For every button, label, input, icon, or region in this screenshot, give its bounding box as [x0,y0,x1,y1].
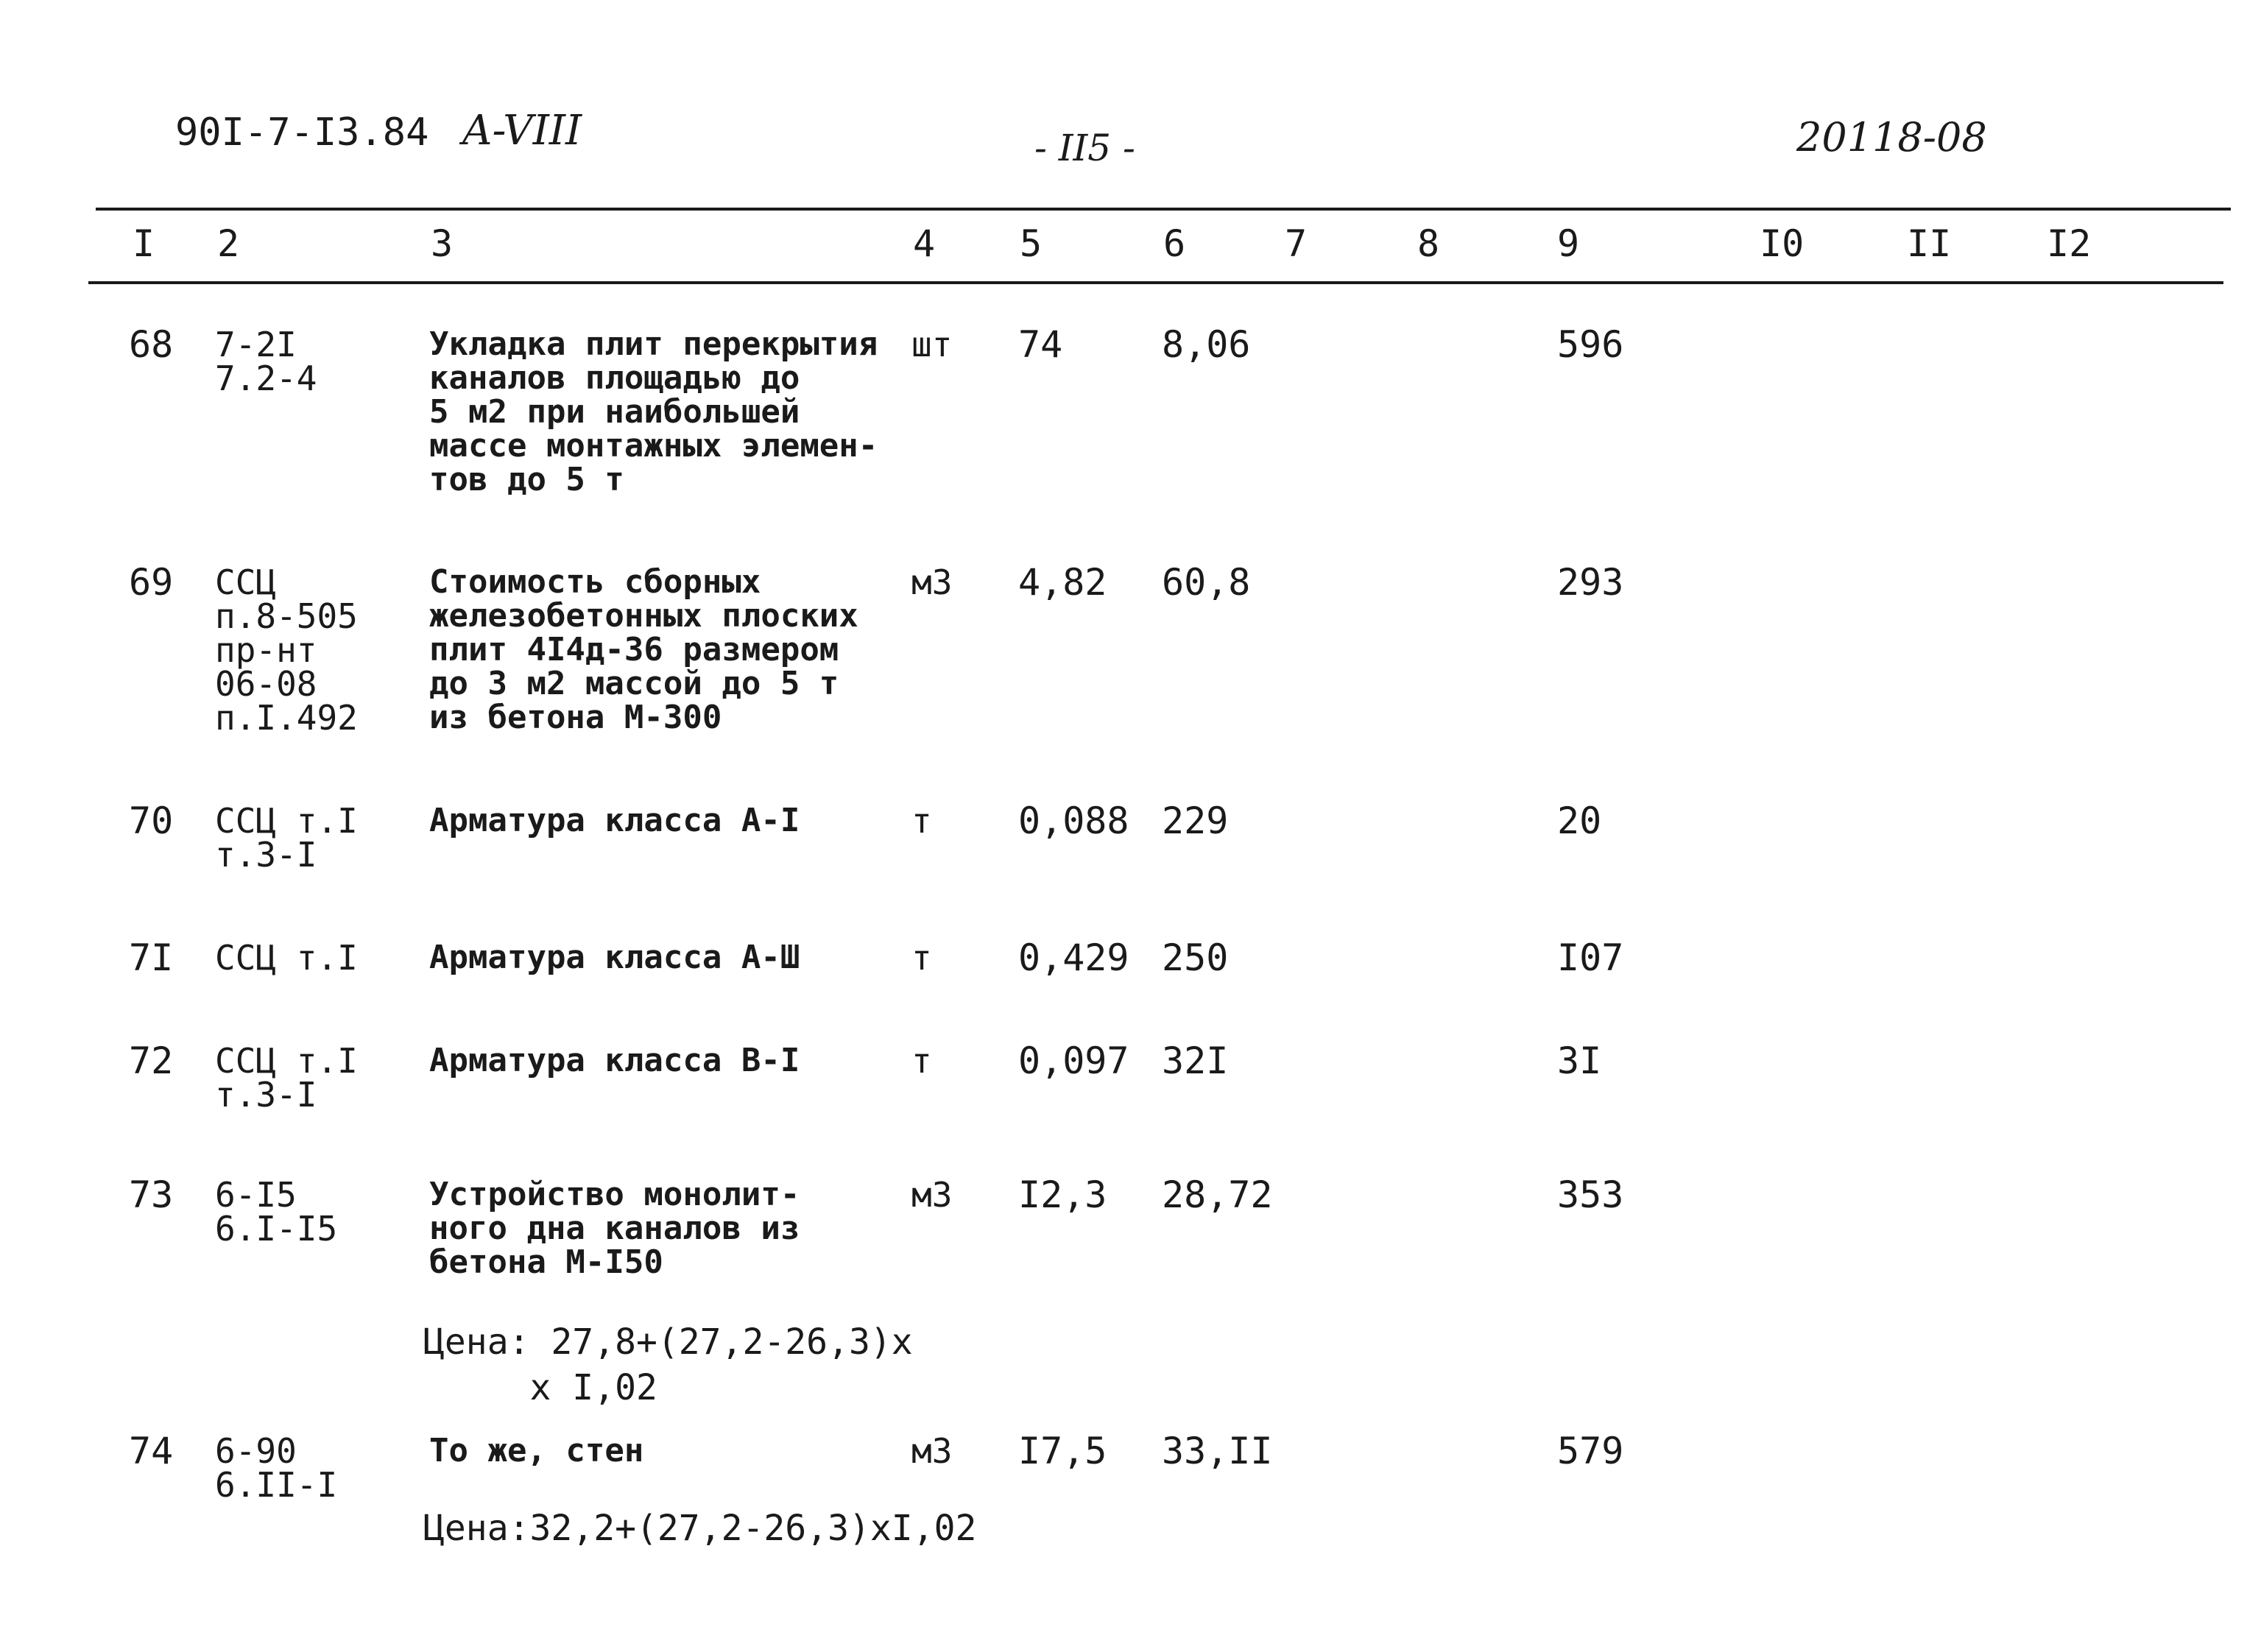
column-header-5: 5 [1020,222,1043,265]
row-quantity: 0,429 [1018,936,1129,979]
row-unit: т [911,1041,932,1081]
price-calculation-note: Цена:32,2+(27,2-26,3)хI,02 [423,1508,977,1549]
row-description: То же, стен [429,1432,644,1469]
row-unit-price: 250 [1162,936,1229,979]
column-header-7: 7 [1285,222,1308,265]
row-unit-price: 33,II [1162,1430,1273,1472]
column-header-1: I [133,222,155,265]
row-description: Стоимость сборных железобетонных плоских плит 4I4д-36 размером до 3 м2 массой до 5 т из бетона М-300 [429,563,858,736]
column-header-6: 6 [1163,222,1186,265]
row-total: 3I [1557,1039,1602,1082]
row-unit-price: 28,72 [1162,1173,1273,1216]
row-quantity: I7,5 [1018,1430,1107,1472]
row-reference: ССЦ т.I т.3-I [215,801,358,875]
document-code: 90I-7-I3.84 [175,110,429,155]
column-header-2: 2 [217,222,240,265]
row-description: Арматура класса А-I [429,802,800,839]
row-number: 7I [129,936,174,979]
column-header-10: I0 [1760,222,1805,265]
row-unit: т [911,801,932,841]
row-reference: ССЦ п.8-505 пр-нт 06-08 п.I.492 [215,562,358,738]
row-quantity: 74 [1018,323,1063,366]
row-unit-price: 32I [1162,1039,1229,1082]
page-number: - II5 - [1034,127,1135,169]
row-reference: ССЦ т.I т.3-I [215,1041,358,1115]
row-total: 20 [1557,799,1602,842]
row-unit: т [911,938,932,978]
column-header-12: I2 [2047,222,2092,265]
row-description: Арматура класса В-I [429,1042,800,1079]
row-number: 74 [129,1430,174,1472]
row-unit-price: 60,8 [1162,561,1251,604]
row-number: 70 [129,799,174,842]
row-unit-price: 229 [1162,799,1229,842]
row-unit: м3 [911,1431,953,1471]
row-reference: 6-90 6.II-I [215,1431,338,1505]
column-header-3: 3 [431,222,454,265]
row-reference: 6-I5 6.I-I5 [215,1175,338,1249]
row-description: Устройство монолит- ного дна каналов из бетона М-I50 [429,1176,800,1281]
column-header-11: II [1907,222,1952,265]
row-unit: м3 [911,1175,953,1215]
row-number: 69 [129,561,174,604]
header-bottom-rule [88,281,2223,284]
column-header-4: 4 [913,222,936,265]
row-number: 72 [129,1039,174,1082]
row-total: I07 [1557,936,1624,979]
row-number: 73 [129,1173,174,1216]
row-unit: м3 [911,562,953,602]
row-unit-price: 8,06 [1162,323,1251,366]
row-quantity: 4,82 [1018,561,1107,604]
inventory-number: 20118-08 [1796,114,1987,160]
row-number: 68 [129,323,174,366]
row-quantity: 0,088 [1018,799,1129,842]
row-total: 293 [1557,561,1624,604]
row-total: 353 [1557,1173,1624,1216]
row-total: 596 [1557,323,1624,366]
row-quantity: I2,3 [1018,1173,1107,1216]
column-header-8: 8 [1417,222,1440,265]
row-quantity: 0,097 [1018,1039,1129,1082]
album-number: A-VIII [462,107,582,155]
row-total: 579 [1557,1430,1624,1472]
row-unit: шт [911,325,953,364]
price-calculation-note: Цена: 27,8+(27,2-26,3)х х I,02 [423,1321,913,1408]
row-reference: ССЦ т.I [215,938,358,978]
row-description: Арматура класса А-Ш [429,939,800,976]
header-top-rule [96,208,2231,211]
row-reference: 7-2I 7.2-4 [215,325,317,398]
row-description: Укладка плит перекрытия каналов площадью до 5 м2 при наибольшей массе монтажных элемен- тов до 5 т [429,325,878,498]
column-header-9: 9 [1557,222,1580,265]
